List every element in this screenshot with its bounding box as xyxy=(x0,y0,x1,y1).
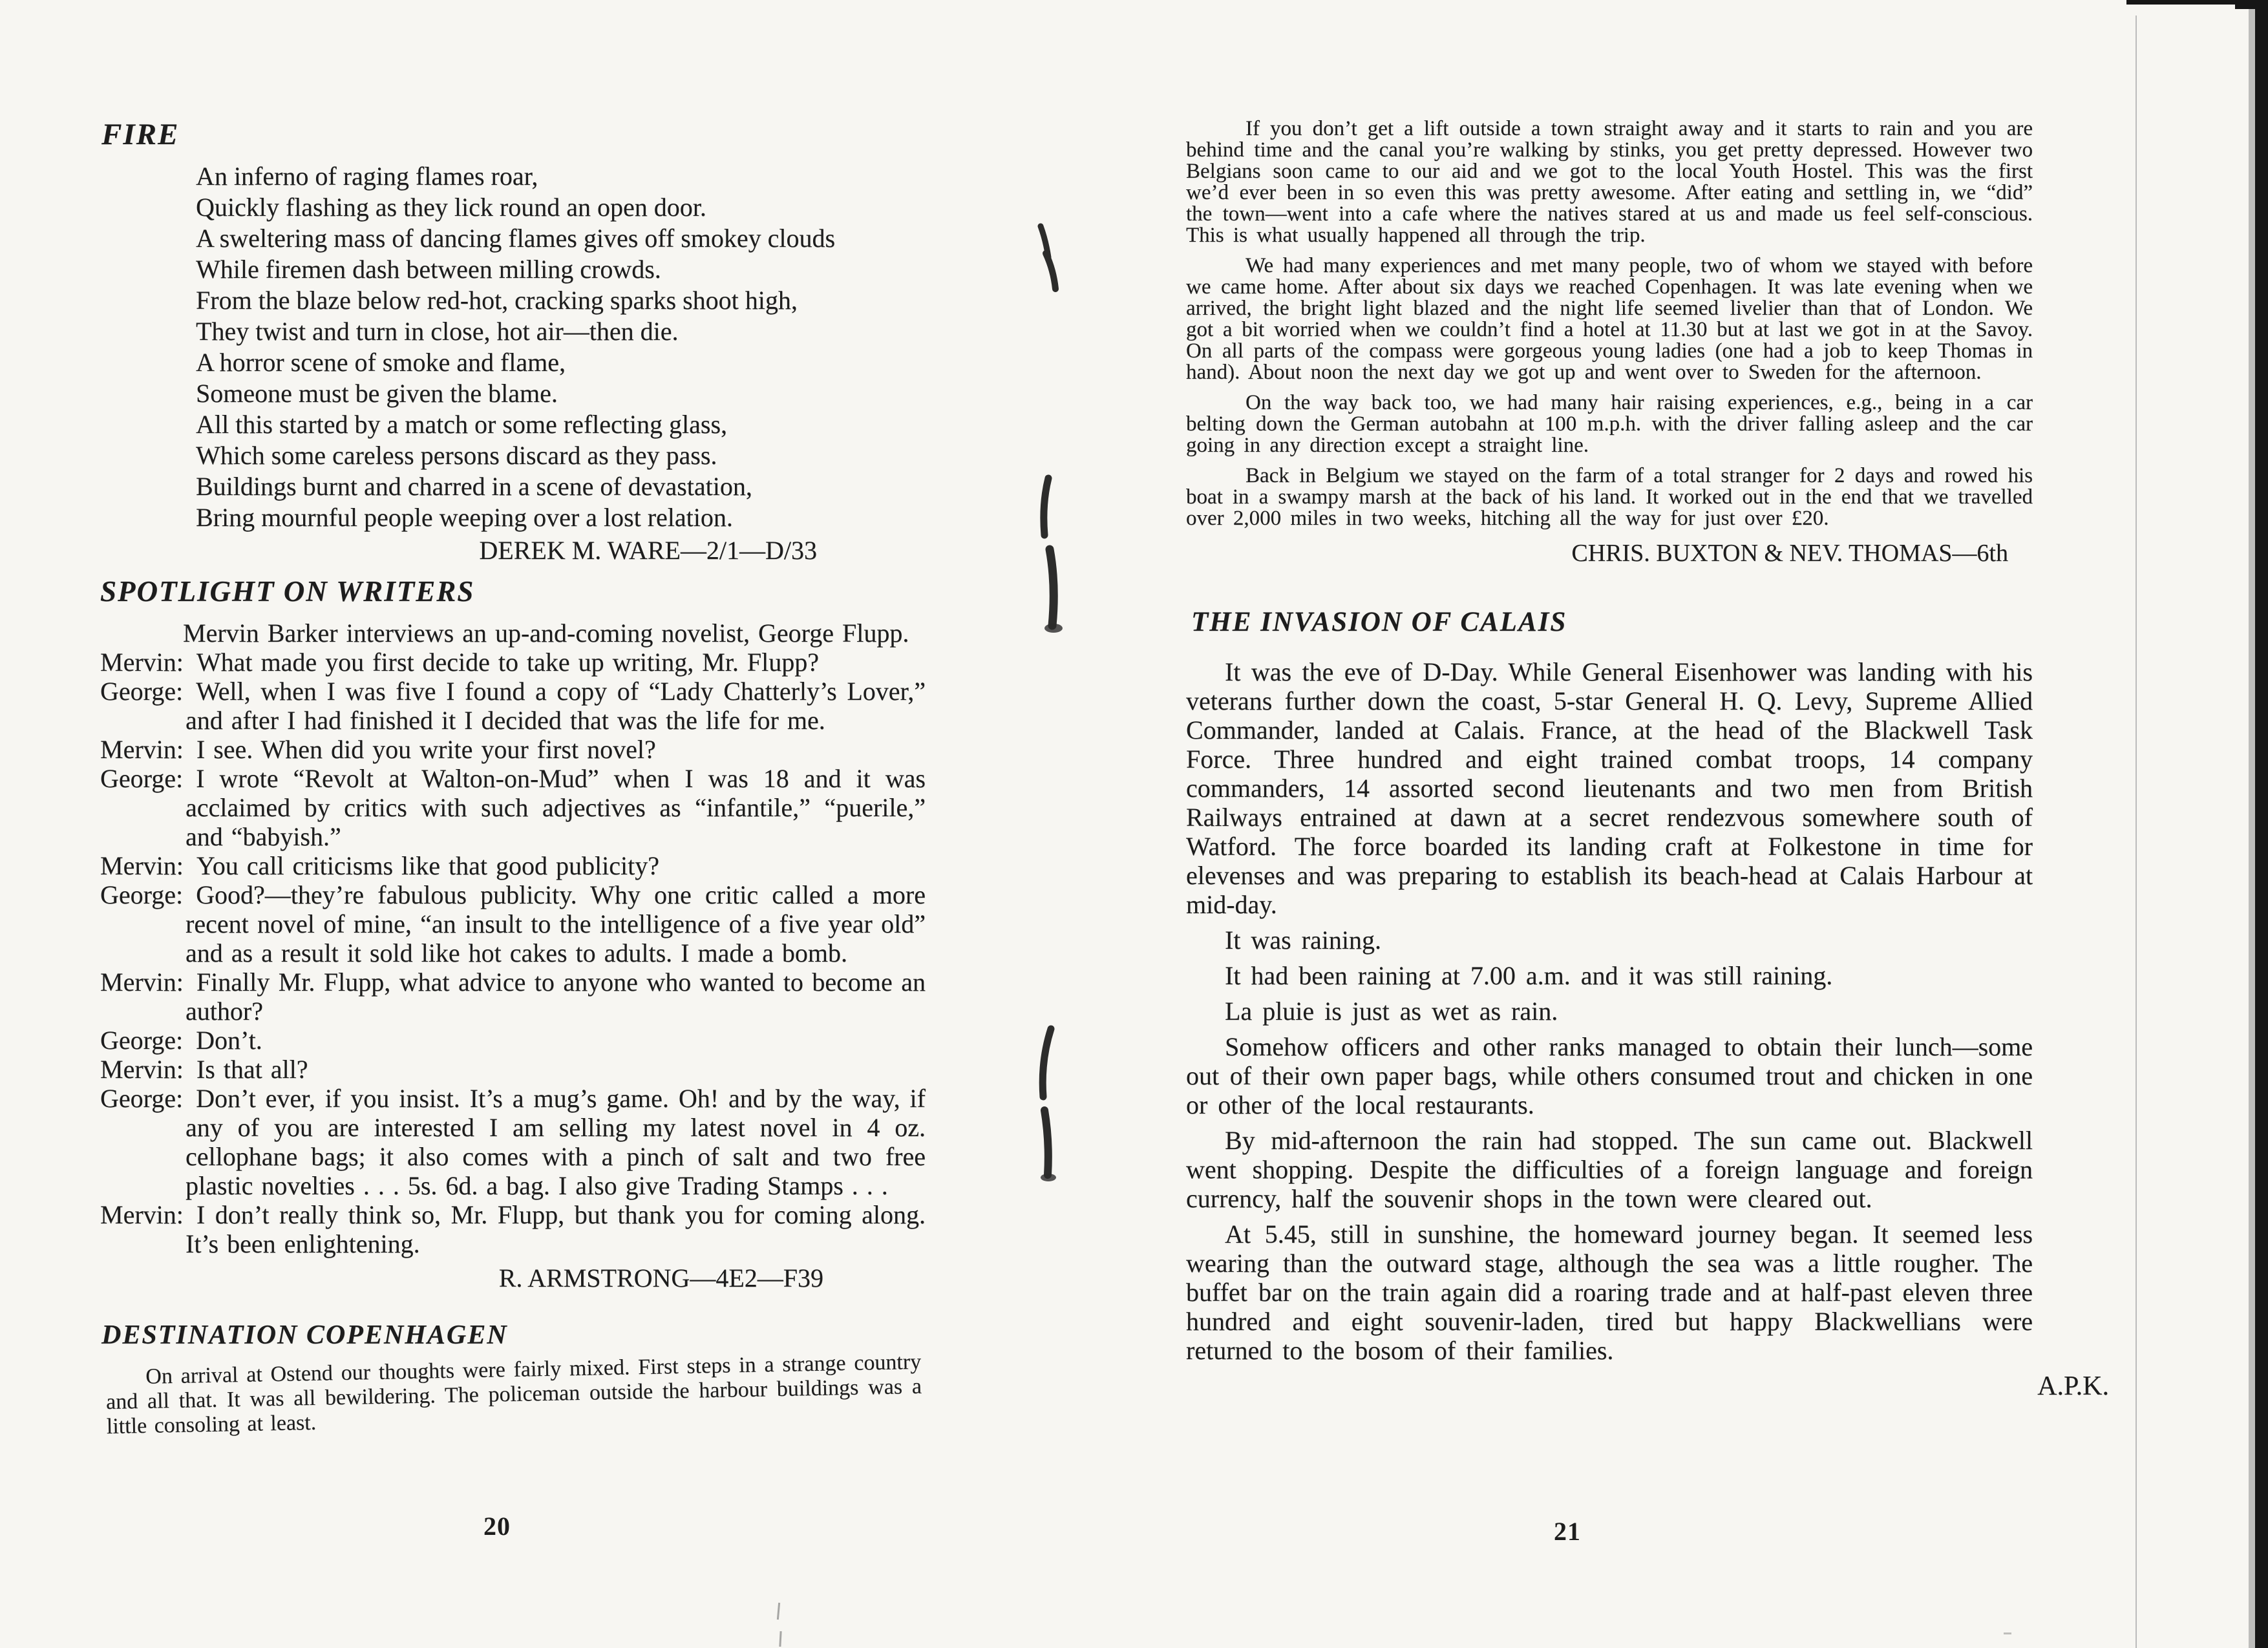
speaker-label: Mervin: xyxy=(100,1200,184,1229)
author-attribution-spotlight: R. ARMSTRONG—4E2—F39 xyxy=(498,1263,823,1293)
poem-line: Someone must be given the blame. xyxy=(196,379,558,408)
paragraph: At 5.45, still in sunshine, the homeward journey began. It seemed less wearing than the outward stage, although the sea was a little rougher. The buffet bar on the train again did a roaring trade and at half-past eleven three hundred and eight souvenir-laden, tired but happy Blackwellians were returned to the bosom of their families. xyxy=(1186,1220,2033,1365)
scan-speck xyxy=(779,1631,781,1647)
paragraph: We had many experiences and met many people, two of whom we stayed with before we came home. After about six days we reached Copenhagen. It was late evening when we arrived, the bright light blazed and the night life seemed livelier than that of London. We got a bit worried when we couldn’t find a hotel at 11.30 but at last we got in at the Savoy. On all parts of the compass were gorgeous young ladies (one had a job to keep Thomas in hand). About noon the next day we got up and went over to Sweden for the afternoon. xyxy=(1186,254,2033,384)
poem-line: Bring mournful people weeping over a lost relation. xyxy=(196,503,733,532)
page-number-right: 21 xyxy=(1554,1517,1581,1546)
dialogue-turn: George: I wrote “Revolt at Walton-on-Mud” when I was 18 and it was acclaimed by critics with such adjectives as “infantile,” “puerile,” and “babyish.” xyxy=(100,764,926,851)
poem-line: A horror scene of smoke and flame, xyxy=(196,348,566,377)
dialogue-turn: Mervin: What made you first decide to take up writing, Mr. Flupp? xyxy=(100,648,819,677)
interview-dialogue xyxy=(100,648,926,1258)
poem-line: Quickly flashing as they lick round an open door. xyxy=(196,193,706,222)
calais-body xyxy=(1186,657,2033,1365)
author-attribution-fire: DEREK M. WARE—2/1—D/33 xyxy=(479,536,817,565)
paragraph: La pluie is just as wet as rain. xyxy=(1225,997,1558,1026)
scan-edge-corner xyxy=(2235,0,2268,9)
poem-line: While firemen dash between milling crowds. xyxy=(196,255,661,284)
dialogue-turn: George: Well, when I was five I found a copy of “Lady Chatterly’s Lover,” and after I had finished it I decided that was the life for me. xyxy=(100,677,926,735)
dialogue-turn: George: Don’t. xyxy=(100,1026,262,1055)
dialogue-turn: George: Good?—they’re fabulous publicity. Why one critic called a more recent novel of mine, “an insult to the intelligence of a five year old” and as a result it sold like hot cakes to adults. I made a bomb. xyxy=(100,880,926,967)
poem-line: All this started by a match or some reflecting glass, xyxy=(196,410,728,439)
speaker-label: George: xyxy=(100,764,184,793)
poem-line: A sweltering mass of dancing flames gives off smokey clouds xyxy=(196,224,836,253)
dialogue-turn: Mervin: I see. When did you write your first novel? xyxy=(100,735,656,764)
dialogue-turn: George: Don’t ever, if you insist. It’s a mug’s game. Oh! and by the way, if any of you are interested I am selling my latest novel in 4 oz. cellophane bags; it also comes with a pinch of salt and two free plastic novelties . . . 5s. 6d. a bag. I also give Trading Stamps . . . xyxy=(100,1084,926,1200)
article-title-fire: FIRE xyxy=(101,118,180,151)
dialogue-turn: Mervin: You call criticisms like that good publicity? xyxy=(100,851,659,880)
scan-speck xyxy=(2004,1632,2011,1634)
article-title-spotlight: SPOTLIGHT ON WRITERS xyxy=(100,575,475,607)
paragraph: It had been raining at 7.00 a.m. and it was still raining. xyxy=(1225,961,1833,990)
speaker-label: George: xyxy=(100,677,184,706)
dialogue-turn: Mervin: I don’t really think so, Mr. Flupp, but thank you for coming along. It’s been enlightening. xyxy=(100,1200,926,1258)
article-title-destination: DESTINATION COPENHAGEN xyxy=(101,1320,508,1350)
destination-opening-paragraph: On arrival at Ostend our thoughts were fairly mixed. First steps in a strange country and all that. It was all bewildering. The policeman outside the harbour buildings was a little consoling at least. xyxy=(105,1349,922,1439)
destination-continued-body xyxy=(1186,118,2033,529)
speaker-label: George: xyxy=(100,880,184,909)
article-title-calais: THE INVASION OF CALAIS xyxy=(1191,607,1567,637)
speaker-label: Mervin: xyxy=(100,851,184,880)
paragraph: It was raining. xyxy=(1225,925,1381,955)
scan-edge-shadow xyxy=(2249,0,2255,1648)
paragraph: If you don’t get a lift outside a town straight away and it starts to rain and you are behind time and the canal you’re walking by stinks, you get pretty depressed. However two Belgians soon came to our aid and we got to the local Youth Hostel. This was the first we’d ever been in so even this was pretty awesome. After eating and settling in, we “did” the town—went into a cafe where the natives stared at us and made us feel self-conscious. This is what usually happened all through the trip. xyxy=(1186,117,2033,247)
dialogue-turn: Mervin: Finally Mr. Flupp, what advice to anyone who wanted to become an author? xyxy=(100,967,926,1026)
binding-stitch-marks-icon xyxy=(1021,213,1099,1196)
paragraph: By mid-afternoon the rain had stopped. The sun came out. Blackwell went shopping. Despite the difficulties of a foreign language and foreign currency, half the souvenir shops in the town were cleared out. xyxy=(1186,1126,2033,1213)
poem-line: An inferno of raging flames roar, xyxy=(196,162,538,191)
dialogue-turn: Mervin: Is that all? xyxy=(100,1055,308,1084)
paragraph: It was the eve of D-Day. While General Eisenhower was landing with his veterans further down the coast, 5-star General H. Q. Levy, Supreme Allied Commander, landed at Calais. France, at the head of the Blackwell Task Force. Three hundred and eight trained combat troops, 14 company commanders, 14 assorted second lieutenants and two men from British Railways entrained at dawn at a secret rendezvous somewhere south of Watford. The force boarded its landing craft at Folkestone in time for elevenses and was preparing to establish its beach-head at Calais Harbour at mid-day. xyxy=(1186,657,2033,919)
speaker-label: Mervin: xyxy=(100,967,184,997)
page-left xyxy=(100,118,926,1439)
scan-speck xyxy=(777,1603,780,1620)
spotlight-intro-paragraph: Mervin Barker interviews an up-and-coming novelist, George Flupp. xyxy=(183,618,909,648)
poem-line: Buildings burnt and charred in a scene of devastation, xyxy=(196,472,752,501)
speaker-label: Mervin: xyxy=(100,648,184,677)
paragraph: Somehow officers and other ranks managed to obtain their lunch—some out of their own paper bags, while others consumed trout and chicken in one or other of the local restaurants. xyxy=(1186,1032,2033,1119)
speaker-label: George: xyxy=(100,1084,184,1113)
scan-edge-black xyxy=(2255,0,2268,1648)
poem-line: Which some careless persons discard as they pass. xyxy=(196,441,717,470)
poem-line: They twist and turn in close, hot air—then die. xyxy=(196,317,679,346)
author-attribution-destination: CHRIS. BUXTON & NEV. THOMAS—6th xyxy=(1571,540,2008,567)
page-edge-line xyxy=(2136,16,2137,1648)
paragraph: Back in Belgium we stayed on the farm of a total stranger for 2 days and rowed his boat in a swampy marsh at the back of his land. It worked out in the end that we travelled over 2,000 miles in two weeks, hitching all the way for just over £20. xyxy=(1186,464,2033,530)
author-attribution-calais: A.P.K. xyxy=(2037,1371,2109,1401)
fire-poem xyxy=(196,161,926,533)
speaker-label: Mervin: xyxy=(100,1055,184,1084)
page-right xyxy=(1186,117,2109,1401)
paragraph: On the way back too, we had many hair raising experiences, e.g., being in a car belting down the German autobahn at 100 m.p.h. with the driver falling asleep and the car going in any direction except a straight line. xyxy=(1186,391,2033,457)
speaker-label: George: xyxy=(100,1026,184,1055)
speaker-label: Mervin: xyxy=(100,735,184,764)
page-number-left: 20 xyxy=(483,1512,511,1541)
poem-line: From the blaze below red-hot, cracking sparks shoot high, xyxy=(196,286,798,315)
